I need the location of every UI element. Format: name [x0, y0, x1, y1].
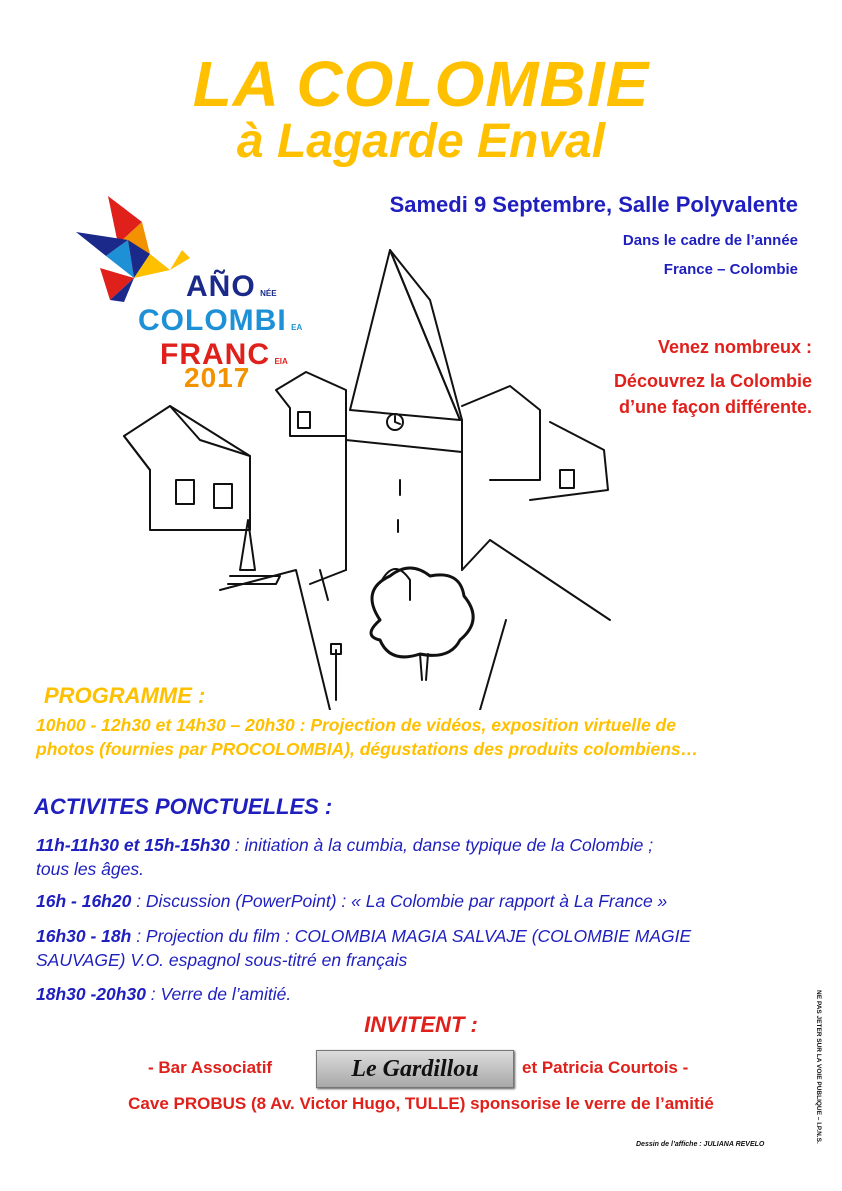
callout-line-2: Découvrez la Colombie [613, 371, 812, 391]
disposal-notice: NE PAS JETER SUR LA VOIE PUBLIQUE – I.P.N.S. [815, 990, 822, 1144]
activity-text: : Projection du film : COLOMBIA MAGIA SALVAJE (COLOMBIE MAGIE [131, 926, 692, 946]
activity-item [36, 834, 653, 857]
logo-line-francia: FRANC EIA [160, 338, 288, 371]
village-drawing [110, 240, 630, 710]
logo-year: 2017 [184, 362, 251, 393]
programme-line-2: photos (fournies par PROCOLOMBIA), dégustations des produits colombiens… [36, 739, 699, 759]
activity-item [36, 983, 291, 1006]
logo-line-ano: AÑO NÉE [186, 270, 277, 303]
programme-line-1: 10h00 - 12h30 et 14h30 – 20h30 : Projection de vidéos, exposition virtuelle de [36, 715, 676, 735]
bar-suffix: et Patricia Courtois - [522, 1058, 689, 1077]
bar-prefix: - Bar Associatif [148, 1058, 273, 1077]
context-line-1: Dans le cadre de l’année [622, 232, 798, 249]
context-line-2: France – Colombie [663, 261, 798, 278]
activity-time: 16h - 16h20 [36, 891, 132, 911]
gardillou-logo: Le Gardillou [316, 1050, 514, 1088]
activity-item [36, 925, 691, 948]
activity-text-continued: tous les âges. [36, 859, 144, 879]
activity-text-continued: SAUVAGE) V.O. espagnol sous-titré en français [36, 950, 408, 970]
activity-item [36, 890, 667, 913]
activity-text: : Verre de l’amitié. [145, 984, 292, 1004]
event-date-place: Samedi 9 Septembre, Salle Polyvalente [389, 192, 798, 217]
poster-subtitle: à Lagarde Enval [236, 115, 606, 168]
sponsor-line: Cave PROBUS (8 Av. Victor Hugo, TULLE) sponsorise le verre de l’amitié [128, 1094, 714, 1113]
activity-text: : Discussion (PowerPoint) : « La Colombie par rapport à La France » [131, 891, 668, 911]
programme-heading: PROGRAMME : [44, 683, 206, 708]
activity-time: 16h30 - 18h [36, 926, 132, 946]
activity-text: : initiation à la cumbia, danse typique de la Colombie ; [229, 835, 654, 855]
illustration-credit: Dessin de l’affiche : JULIANA REVELO [636, 1141, 765, 1148]
callout-line-1: Venez nombreux : [657, 337, 812, 357]
activity-time: 18h30 -20h30 [36, 984, 146, 1004]
activity-time: 11h-11h30 et 15h-15h30 [36, 835, 230, 855]
callout-line-3: d’une façon différente. [618, 397, 812, 417]
poster-title: LA COLOMBIE [192, 48, 650, 120]
invitent-heading: INVITENT : [364, 1012, 478, 1037]
logo-line-colombia: COLOMBI EA [138, 304, 303, 337]
activites-heading: ACTIVITES PONCTUELLES : [34, 794, 333, 819]
